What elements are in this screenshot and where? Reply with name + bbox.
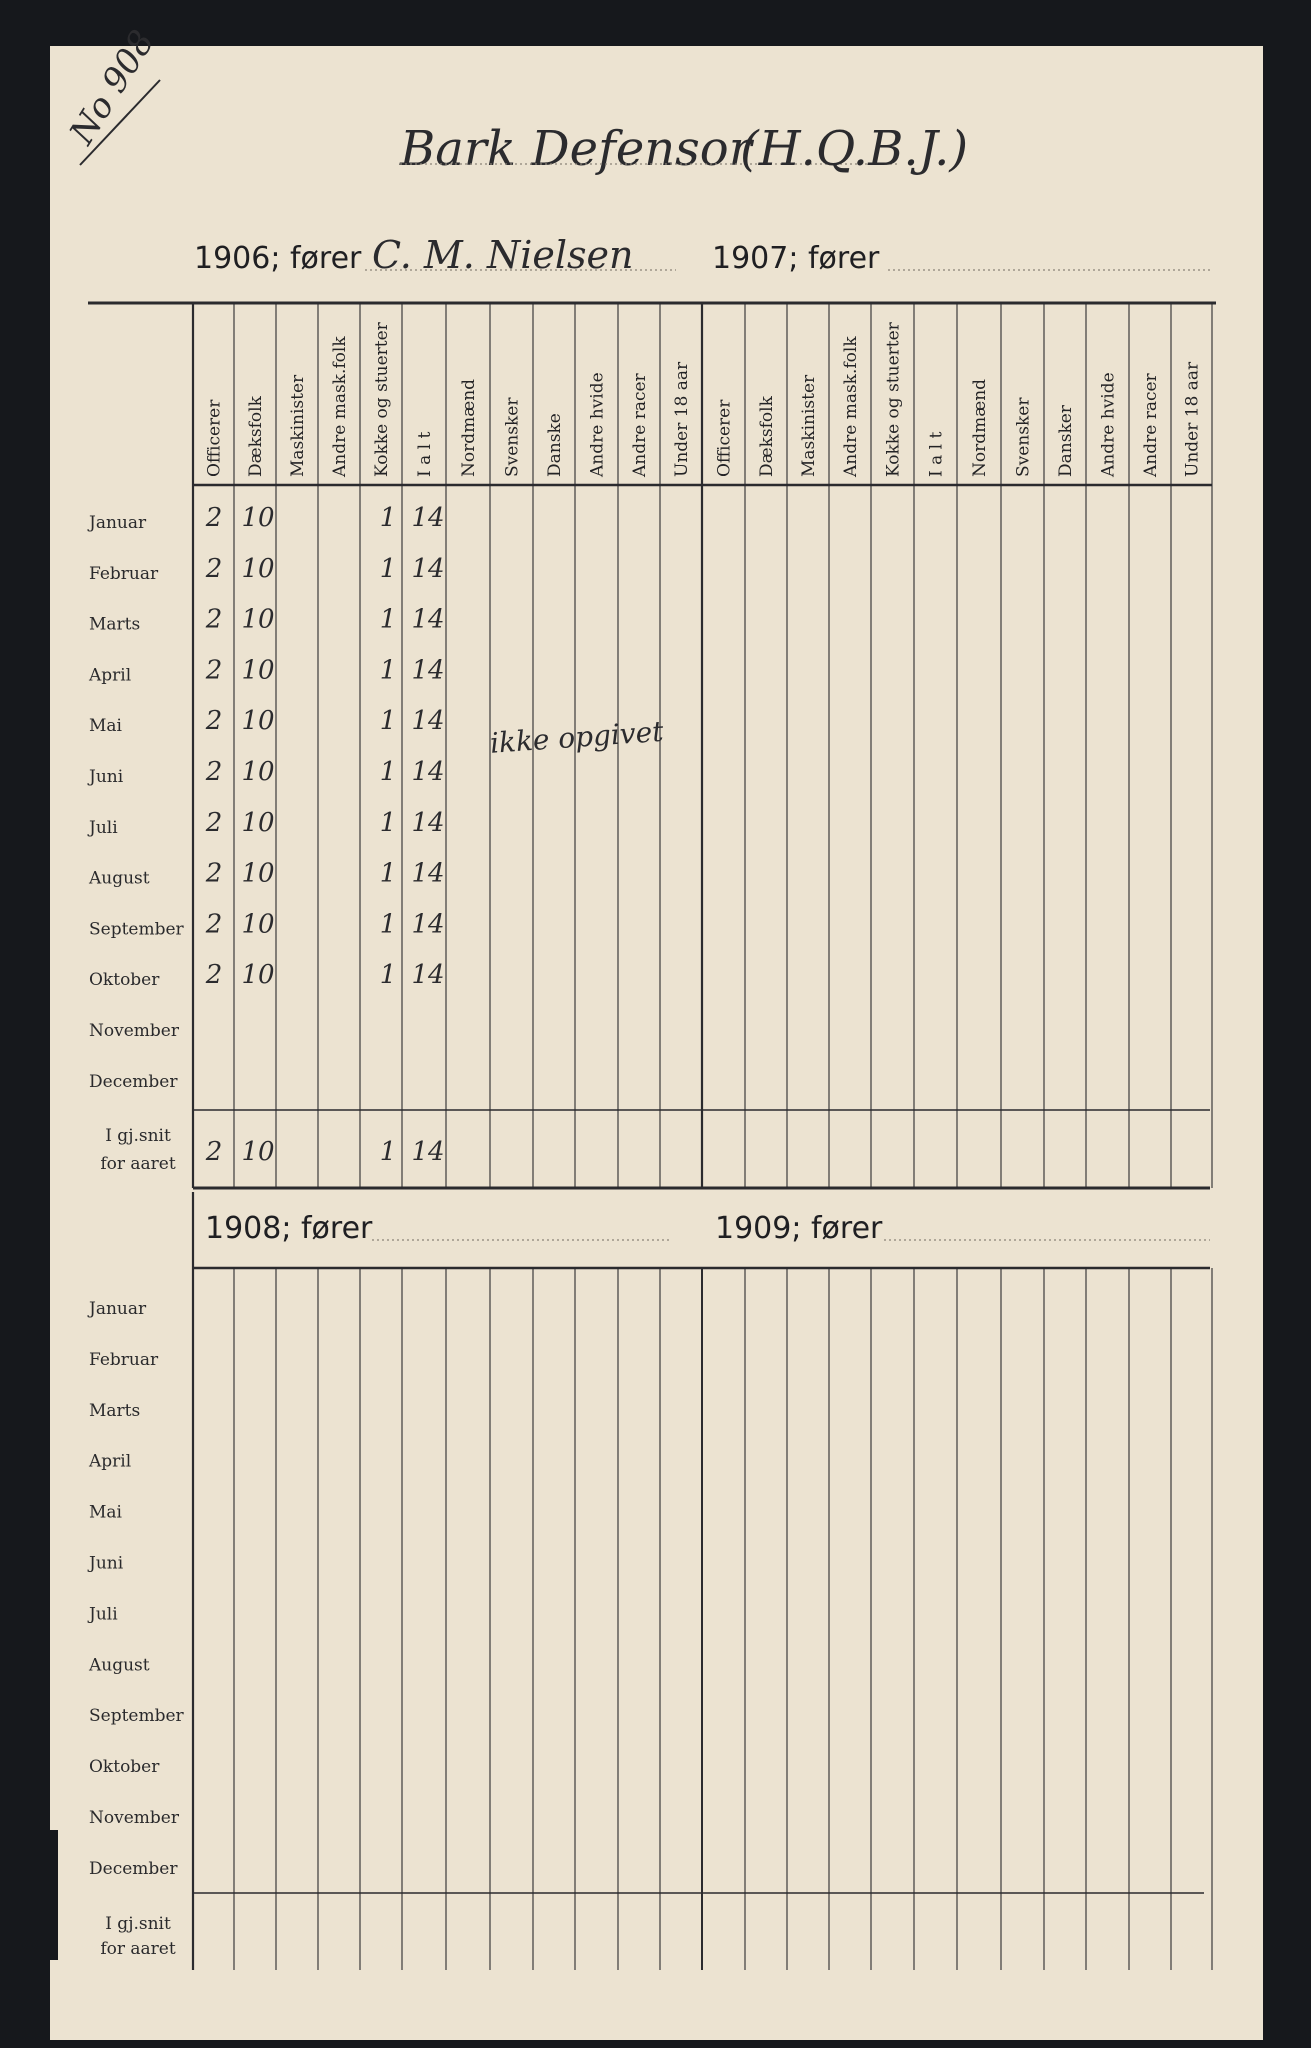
cell-entry: 10	[241, 706, 275, 737]
cell-entry: 1	[379, 655, 397, 686]
cell-entry: 1	[379, 807, 397, 838]
ref-note	[61, 23, 162, 165]
cell-entry: 10	[241, 858, 275, 889]
cell-entry: 2	[205, 960, 223, 991]
month-label: Juni	[89, 1553, 124, 1574]
cell-entry: 14	[411, 909, 445, 940]
month-label: Marts	[89, 1400, 141, 1421]
cell-entry: 1	[379, 757, 397, 787]
cell-entry: 1	[379, 909, 397, 940]
column-header: Andre mask.folk	[330, 336, 350, 477]
column-header: Kokke og stuerter	[883, 322, 904, 477]
month-labels-bottom	[87, 1299, 185, 1879]
cell-entry: 2	[205, 604, 223, 635]
cell-entry: 10	[241, 655, 275, 686]
column-header: Andre mask.folk	[841, 336, 861, 477]
column-header: Maskinister	[288, 374, 308, 477]
ship-name: Bark Defensor	[400, 121, 752, 177]
month-label: November	[89, 1021, 179, 1041]
month-labels-top	[87, 513, 185, 1092]
cell-entry: 2	[205, 807, 223, 838]
cell-entry: 1	[379, 1137, 397, 1167]
column-header: Svensker	[502, 397, 523, 477]
avg-label-top-1: I gj.snit	[105, 1126, 171, 1146]
column-header: Dæksfolk	[246, 396, 266, 477]
month-label: December	[89, 1071, 178, 1092]
cell-entry: 1	[379, 960, 397, 991]
cell-entry: 2	[205, 909, 223, 940]
cell-entry: 14	[411, 553, 445, 584]
cell-entry: 14	[411, 604, 445, 635]
column-header: Under 18 aar	[1182, 361, 1203, 477]
cell-entry: 2	[205, 706, 223, 737]
column-header: Kokke og stuerter	[372, 322, 392, 477]
column-header: Andre hvide	[587, 372, 608, 477]
month-label: Oktober	[89, 1757, 160, 1778]
column-header: Andre racer	[630, 373, 650, 477]
cell-entry: 1	[379, 604, 397, 635]
cell-entry: 10	[241, 960, 275, 991]
month-label: August	[89, 868, 150, 889]
cell-entry: 1	[379, 553, 397, 584]
month-label: April	[89, 665, 132, 686]
year-1906-label: 1906; fører	[194, 241, 362, 276]
column-header: Nordmænd	[970, 378, 990, 477]
cell-entry: 10	[241, 503, 275, 533]
cell-entry: 14	[411, 858, 445, 889]
column-header: Under 18 aar	[672, 361, 692, 477]
cell-entry: 2	[205, 757, 223, 787]
month-label: Juni	[89, 767, 124, 787]
cell-entry: 14	[411, 757, 445, 787]
column-header: I a l t	[415, 431, 435, 477]
cell-entry: 10	[241, 757, 275, 787]
column-header: Svensker	[1013, 397, 1034, 477]
cell-entry: 2	[205, 858, 223, 889]
month-label: April	[89, 1451, 132, 1472]
month-label: Februar	[89, 563, 159, 584]
year-1909-label: 1909; fører	[715, 1211, 883, 1246]
cell-entry: 1	[379, 706, 397, 737]
cell-entry: 10	[241, 909, 275, 940]
column-header: Nordmænd	[459, 378, 479, 477]
cell-entry: 14	[411, 706, 445, 737]
avg-label-bottom-2: for aaret	[100, 1939, 176, 1959]
column-headers	[205, 321, 1203, 478]
month-label: Juli	[89, 1604, 118, 1625]
column-header: Andre hvide	[1098, 372, 1119, 477]
month-label: August	[89, 1655, 150, 1676]
column-header: Officerer	[204, 399, 225, 477]
cell-entry: 2	[205, 553, 223, 584]
cell-entry: 10	[241, 1137, 275, 1167]
month-label: Oktober	[89, 970, 160, 991]
cell-entry: 14	[411, 655, 445, 686]
year-1908-label: 1908; fører	[205, 1211, 373, 1246]
cell-entry: 1	[379, 503, 397, 533]
year-1907-label: 1907; fører	[712, 241, 880, 276]
avg-label-bottom-1: I gj.snit	[105, 1914, 171, 1934]
cell-entry: 2	[205, 1137, 223, 1167]
handwritten-entries	[205, 503, 445, 1167]
cell-entry: 14	[411, 1137, 445, 1167]
cell-entry: 14	[411, 503, 445, 533]
cell-entry: 2	[205, 503, 223, 533]
month-label: Januar	[89, 1299, 147, 1319]
column-header: Dansker	[1056, 405, 1076, 477]
month-label: Januar	[89, 513, 147, 533]
avg-label-top-2: for aaret	[100, 1154, 176, 1174]
column-header: Maskinister	[799, 374, 819, 477]
ref-note-text: No 908	[62, 23, 163, 152]
month-label: September	[89, 1706, 184, 1727]
cell-entry: 14	[411, 960, 445, 991]
month-label: Mai	[89, 1502, 122, 1523]
cell-entry: 14	[411, 807, 445, 838]
nationality-note: ikke opgivet	[488, 714, 665, 760]
cell-entry: 2	[205, 655, 223, 686]
cell-entry: 1	[379, 858, 397, 889]
month-label: Juli	[89, 817, 118, 838]
year-1906-master: C. M. Nielsen	[372, 233, 634, 277]
month-label: Mai	[89, 716, 122, 737]
cell-entry: 10	[241, 553, 275, 584]
month-label: Februar	[89, 1349, 159, 1370]
column-header: I a l t	[926, 431, 947, 477]
month-label: November	[89, 1808, 179, 1828]
signal-letters: (H.Q.B.J.)	[740, 121, 969, 177]
month-label: Marts	[89, 614, 141, 635]
month-label: September	[89, 919, 184, 940]
month-label: December	[89, 1858, 178, 1879]
cell-entry: 10	[241, 604, 275, 635]
column-header: Officerer	[714, 399, 735, 477]
column-header: Andre racer	[1141, 373, 1161, 477]
column-header: Danske	[545, 413, 565, 477]
column-header: Dæksfolk	[757, 396, 777, 477]
cell-entry: 10	[241, 807, 275, 838]
